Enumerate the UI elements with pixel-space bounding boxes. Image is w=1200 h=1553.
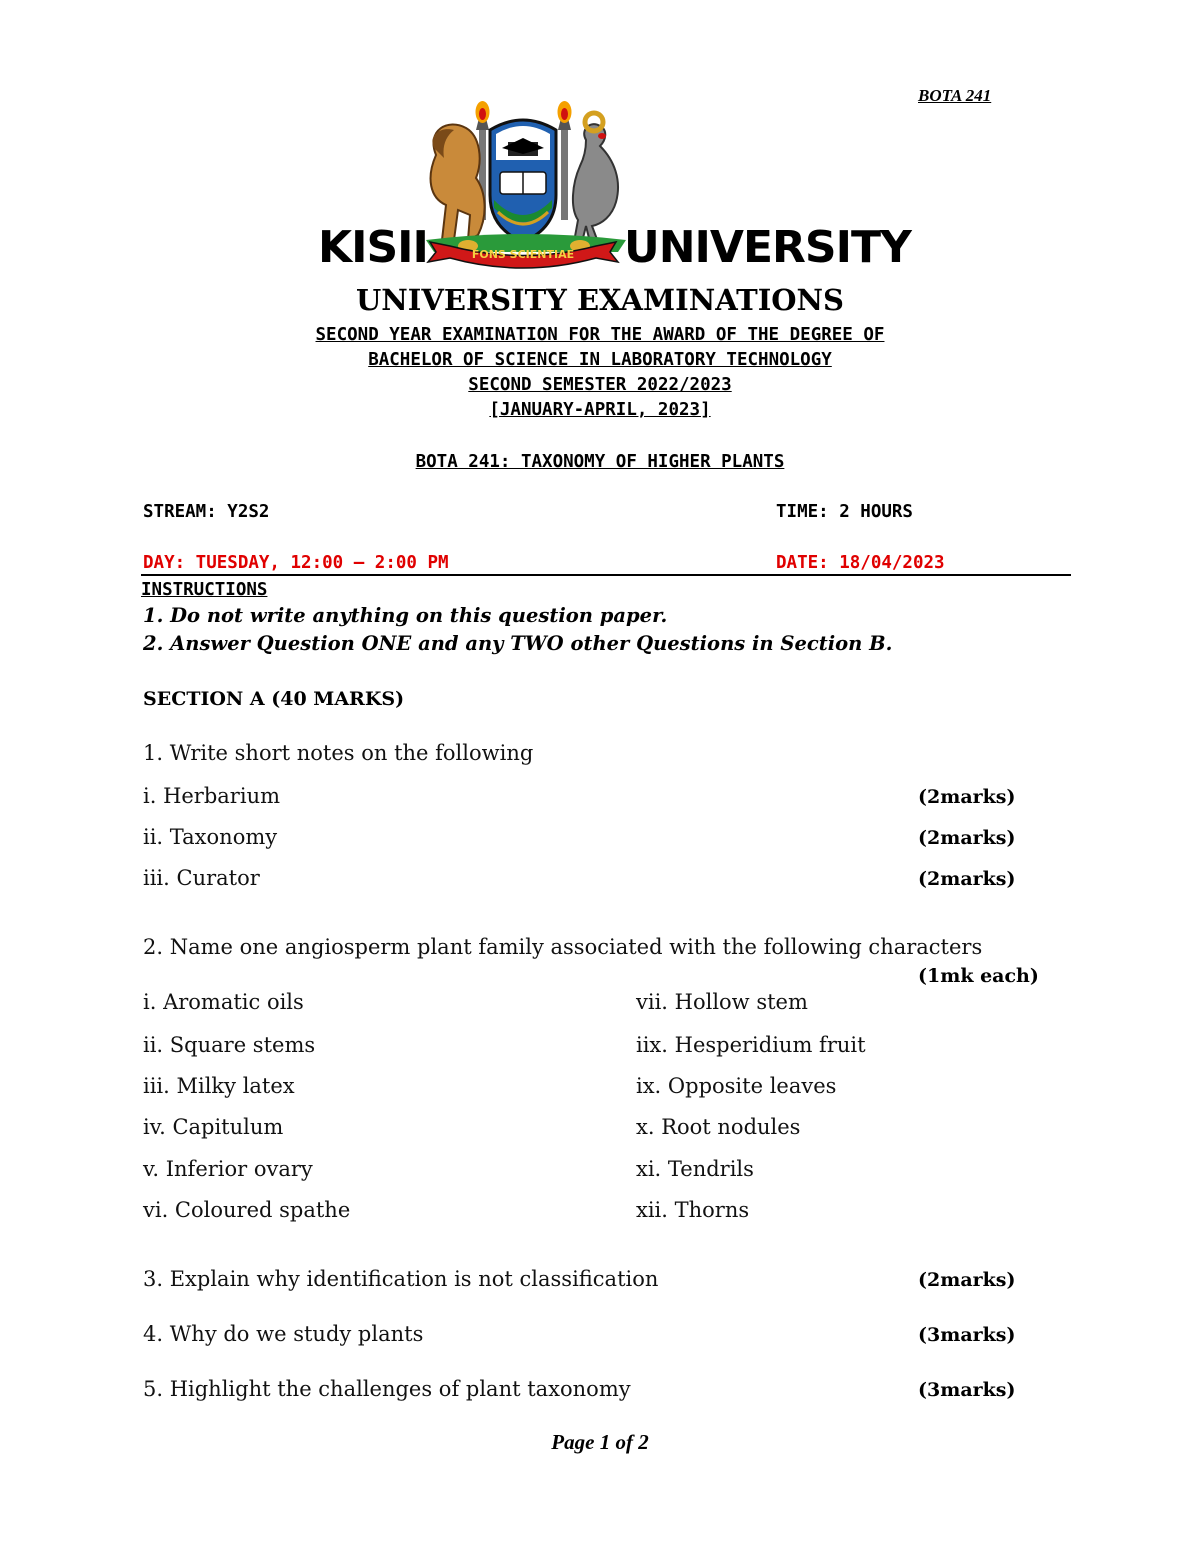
q4-marks: (3marks): [918, 1324, 1016, 1346]
q2-left-item: iv. Capitulum: [143, 1115, 284, 1139]
instruction-item: 1. Do not write anything on this question paper.: [143, 604, 668, 627]
q2-right-item: iix. Hesperidium fruit: [636, 1033, 866, 1057]
stream-label: STREAM: Y2S2: [143, 502, 270, 522]
q2-right-item: xi. Tendrils: [636, 1157, 754, 1181]
motto-text: FONS SCIENTIAE: [471, 248, 575, 261]
q2-right-item: ix. Opposite leaves: [636, 1074, 837, 1098]
header-divider: [141, 574, 1071, 576]
q2-left-item: v. Inferior ovary: [143, 1157, 313, 1181]
degree-line-2: BACHELOR OF SCIENCE IN LABORATORY TECHNOLOGY: [368, 350, 832, 370]
q2-left-item: iii. Milky latex: [143, 1074, 295, 1098]
university-name-left: KISII: [318, 222, 428, 273]
page-number: Page 1 of 2: [551, 1430, 649, 1454]
q2-right-item: x. Root nodules: [636, 1115, 801, 1139]
instruction-item: 2. Answer Question ONE and any TWO other Questions in Section B.: [143, 632, 893, 655]
section-a-title: SECTION A (40 MARKS): [143, 688, 405, 710]
date-label: DATE: 18/04/2023: [776, 553, 945, 573]
period-line: [JANUARY-APRIL, 2023]: [489, 400, 711, 420]
question-5: 5. Highlight the challenges of plant taxonomy: [143, 1377, 631, 1401]
q2-left-item: vi. Coloured spathe: [143, 1198, 351, 1222]
q2-left-item: i. Aromatic oils: [143, 990, 304, 1014]
question-2: 2. Name one angiosperm plant family associated with the following characters: [143, 935, 983, 959]
q2-marks: (1mk each): [918, 965, 1039, 987]
q2-right-item: xii. Thorns: [636, 1198, 750, 1222]
q5-marks: (3marks): [918, 1379, 1016, 1401]
q1-item-marks: (2marks): [918, 827, 1016, 849]
university-name-right: UNIVERSITY: [624, 222, 911, 273]
question-3: 3. Explain why identification is not classification: [143, 1267, 659, 1291]
course-title: BOTA 241: TAXONOMY OF HIGHER PLANTS: [415, 452, 785, 472]
question-1: 1. Write short notes on the following: [143, 741, 534, 765]
exam-title: UNIVERSITY EXAMINATIONS: [356, 283, 844, 317]
degree-line-1: SECOND YEAR EXAMINATION FOR THE AWARD OF THE DEGREE OF: [315, 325, 885, 345]
question-4: 4. Why do we study plants: [143, 1322, 424, 1346]
instructions-heading: INSTRUCTIONS: [141, 580, 268, 600]
day-label: DAY: TUESDAY, 12:00 – 2:00 PM: [143, 553, 449, 573]
q1-item: ii. Taxonomy: [143, 825, 278, 849]
semester-line: SECOND SEMESTER 2022/2023: [468, 375, 732, 395]
q1-item: iii. Curator: [143, 866, 260, 890]
course-code-top: BOTA 241: [918, 86, 992, 105]
q1-item: i. Herbarium: [143, 784, 281, 808]
q1-item-marks: (2marks): [918, 786, 1016, 808]
q3-marks: (2marks): [918, 1269, 1016, 1291]
q2-right-item: vii. Hollow stem: [636, 990, 808, 1014]
q1-item-marks: (2marks): [918, 868, 1016, 890]
q2-left-item: ii. Square stems: [143, 1033, 316, 1057]
time-label: TIME: 2 HOURS: [776, 502, 913, 522]
